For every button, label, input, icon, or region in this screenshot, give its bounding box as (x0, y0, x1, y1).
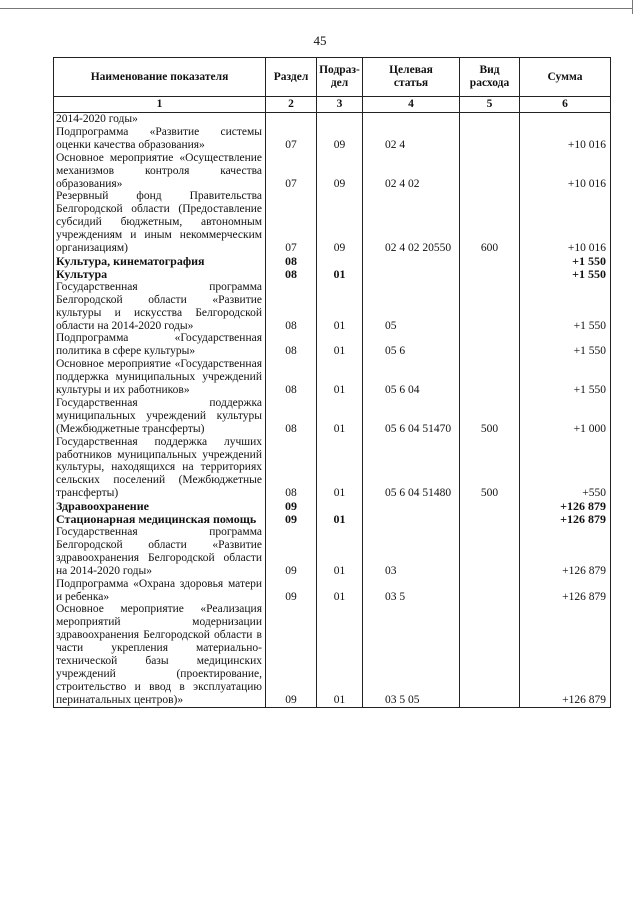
column-number: 4 (363, 97, 460, 113)
top-rule (0, 8, 632, 9)
row-subsection (317, 113, 363, 126)
row-subsection (317, 255, 363, 268)
column-number: 1 (54, 97, 266, 113)
table-header-row (54, 58, 611, 97)
row-target: 02 4 (363, 126, 460, 152)
row-subsection: 01 (317, 281, 363, 333)
header-section: Раздел (266, 58, 317, 97)
row-expense-type (460, 513, 520, 526)
row-amount: +126 879 (520, 526, 611, 578)
row-section: 08 (266, 255, 317, 268)
row-amount: +1 550 (520, 358, 611, 397)
row-expense-type (460, 526, 520, 578)
row-section: 08 (266, 268, 317, 281)
row-amount: +126 879 (520, 603, 611, 707)
row-target: 03 (363, 526, 460, 578)
table-row (54, 281, 611, 333)
row-amount: +1 550 (520, 332, 611, 358)
table-row (54, 255, 611, 268)
row-section (266, 113, 317, 126)
header-subsection: Подраз- дел (317, 58, 363, 97)
row-expense-type: 500 (460, 397, 520, 436)
table-row (54, 526, 611, 578)
row-expense-type (460, 126, 520, 152)
row-subsection: 01 (317, 436, 363, 501)
row-target: 05 6 04 51470 (363, 397, 460, 436)
row-subsection: 01 (317, 578, 363, 604)
row-name: Подпрограмма «Охрана здоровья матери и ребенка» (54, 578, 266, 604)
table-row (54, 126, 611, 152)
table-row (54, 513, 611, 526)
row-section: 07 (266, 126, 317, 152)
row-subsection: 01 (317, 603, 363, 707)
row-name: Основное мероприятие «Реализация мероприятий модернизации здравоохранения Белгородской области в части укрепления материально-технической базы медицинских учреждений (проектирование, строительство и ввод в эксплуатацию перинатальных центров)» (54, 603, 266, 707)
row-section: 09 (266, 500, 317, 513)
row-target: 05 6 (363, 332, 460, 358)
page-number: 45 (313, 33, 327, 48)
row-target: 02 4 02 20550 (363, 190, 460, 255)
header-name: Наименование показателя (54, 58, 266, 97)
row-target: 05 (363, 281, 460, 333)
row-name: Культура, кинематография (54, 255, 266, 268)
table-row (54, 152, 611, 191)
row-section: 09 (266, 578, 317, 604)
row-section: 07 (266, 190, 317, 255)
row-name: Культура (54, 268, 266, 281)
row-expense-type (460, 358, 520, 397)
row-amount (520, 113, 611, 126)
row-target: 05 6 04 51480 (363, 436, 460, 501)
row-expense-type (460, 113, 520, 126)
row-subsection: 01 (317, 358, 363, 397)
column-number: 3 (317, 97, 363, 113)
row-subsection: 01 (317, 332, 363, 358)
table-row (54, 268, 611, 281)
row-name: Государственная программа Белгородской области «Развитие культуры и искусства Белгородской области на 2014-2020 годы» (54, 281, 266, 333)
row-section: 08 (266, 358, 317, 397)
budget-table (53, 57, 611, 708)
table-body (54, 113, 611, 708)
row-subsection: 09 (317, 190, 363, 255)
row-expense-type: 500 (460, 436, 520, 501)
row-target: 03 5 05 (363, 603, 460, 707)
row-name: Государственная поддержка муниципальных учреждений культуры (Межбюджетные трансферты) (54, 397, 266, 436)
row-amount: +550 (520, 436, 611, 501)
row-amount: +1 550 (520, 255, 611, 268)
row-section: 09 (266, 603, 317, 707)
table-row (54, 190, 611, 255)
row-amount: +1 550 (520, 268, 611, 281)
row-subsection: 09 (317, 152, 363, 191)
row-target (363, 268, 460, 281)
top-rule-tick (632, 0, 633, 14)
table-row (54, 358, 611, 397)
row-name: Здравоохранение (54, 500, 266, 513)
row-target (363, 500, 460, 513)
row-target (363, 255, 460, 268)
row-subsection: 01 (317, 526, 363, 578)
row-target: 05 6 04 (363, 358, 460, 397)
row-target: 02 4 02 (363, 152, 460, 191)
header-amount: Сумма (520, 58, 611, 97)
row-section: 09 (266, 526, 317, 578)
row-name: Государственная программа Белгородской области «Развитие здравоохранения Белгородской области на 2014-2020 годы» (54, 526, 266, 578)
row-section: 08 (266, 436, 317, 501)
table-row (54, 436, 611, 501)
row-expense-type: 600 (460, 190, 520, 255)
column-number: 5 (460, 97, 520, 113)
column-number: 6 (520, 97, 611, 113)
row-expense-type (460, 332, 520, 358)
row-amount: +126 879 (520, 578, 611, 604)
row-expense-type (460, 281, 520, 333)
row-name: Стационарная медицинская помощь (54, 513, 266, 526)
row-amount: +126 879 (520, 500, 611, 513)
row-name: Основное мероприятие «Осуществление механизмов контроля качества образования» (54, 152, 266, 191)
row-amount: +10 016 (520, 152, 611, 191)
row-target (363, 113, 460, 126)
header-target: Целевая статья (363, 58, 460, 97)
row-expense-type (460, 603, 520, 707)
table-row (54, 113, 611, 126)
header-expense-type: Вид расхода (460, 58, 520, 97)
row-amount: +10 016 (520, 190, 611, 255)
row-name: Резервный фонд Правительства Белгородской области (Предоставление субсидий бюджетным, автономным учреждениям и иным некоммерческим организациям) (54, 190, 266, 255)
column-number: 2 (266, 97, 317, 113)
table-row (54, 397, 611, 436)
row-target (363, 513, 460, 526)
row-name: Подпрограмма «Государственная политика в сфере культуры» (54, 332, 266, 358)
row-name: Основное мероприятие «Государственная поддержка муниципальных учреждений культуры и их работников» (54, 358, 266, 397)
row-section: 08 (266, 397, 317, 436)
row-subsection: 01 (317, 513, 363, 526)
table-row (54, 578, 611, 604)
row-expense-type (460, 255, 520, 268)
row-section: 07 (266, 152, 317, 191)
row-subsection: 01 (317, 397, 363, 436)
row-section: 08 (266, 281, 317, 333)
row-expense-type (460, 578, 520, 604)
row-section: 09 (266, 513, 317, 526)
row-expense-type (460, 268, 520, 281)
row-expense-type (460, 152, 520, 191)
row-subsection: 09 (317, 126, 363, 152)
row-amount: +1 550 (520, 281, 611, 333)
row-subsection: 01 (317, 268, 363, 281)
table-row (54, 332, 611, 358)
table-row (54, 603, 611, 707)
row-amount: +10 016 (520, 126, 611, 152)
row-amount: +126 879 (520, 513, 611, 526)
row-name: 2014-2020 годы» (54, 113, 266, 126)
row-name: Государственная поддержка лучших работников муниципальных учреждений культуры, находящихся на территориях сельских поселений (Межбюджетные трансферты) (54, 436, 266, 501)
row-name: Подпрограмма «Развитие системы оценки качества образования» (54, 126, 266, 152)
column-number-row (54, 97, 611, 113)
row-expense-type (460, 500, 520, 513)
row-target: 03 5 (363, 578, 460, 604)
row-section: 08 (266, 332, 317, 358)
row-amount: +1 000 (520, 397, 611, 436)
